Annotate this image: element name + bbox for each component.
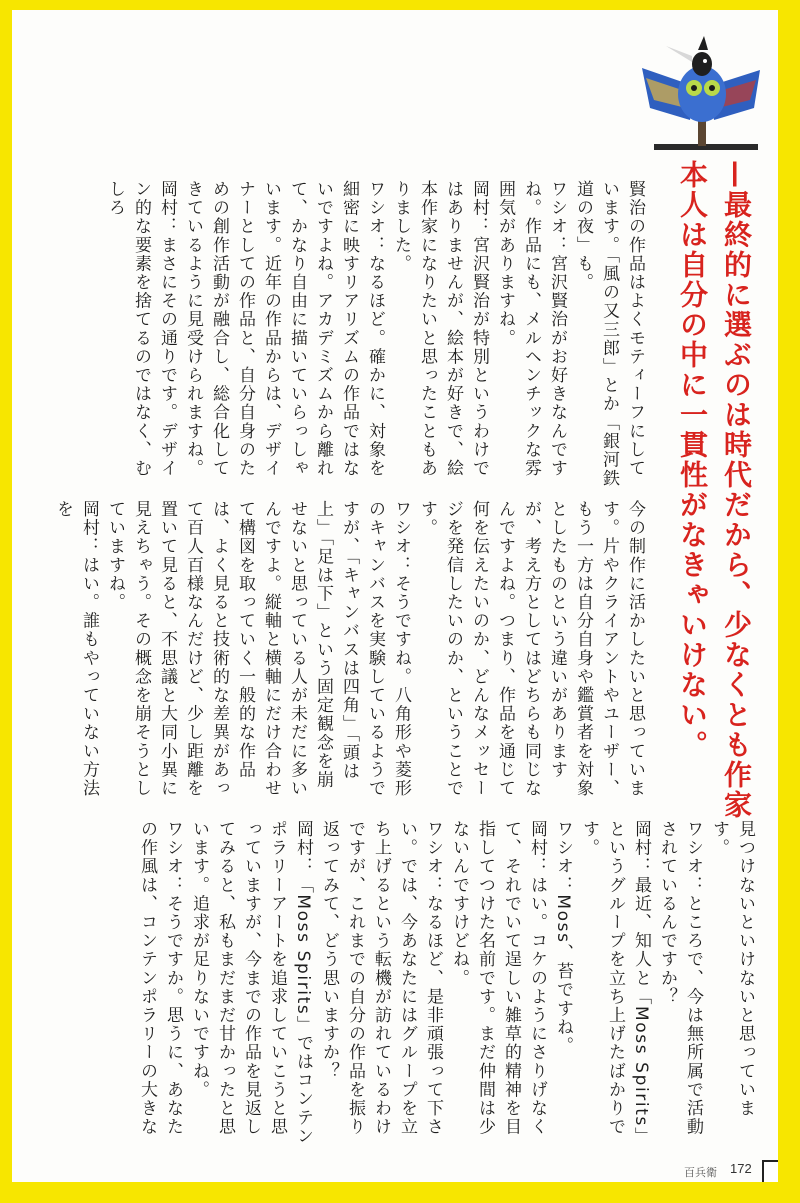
bird-sculpture-illustration	[632, 28, 767, 156]
page-number-box	[762, 1160, 778, 1182]
pull-quote-heading: —最終的に選ぶのは時代だから、少なくとも作家本人は自分の中に一貫性がなきゃいけない。	[676, 160, 753, 820]
publication-name: 百兵衛	[684, 1166, 717, 1179]
body-column-3: 見つけないといけないと思っています。 ワシオ：ところで、今は無所属で活動されているんですか？ 岡村：最近、知人と「Moss Spirits」というグループを立ち上げたばかりです。 ワシオ：Moss、苔ですね。 岡村：はい。コケのようにさりげなくて、それでいて逞しい雑草的精神を目指してつけた名前です。まだ仲間は少ないんですけどね。 ワシオ：なるほど、是非頑張って下さい。では、今あなたにはグループを立ち上げるという転機が訪れているわけですが、これまでの自分の作品を振り返ってみて、どう思いますか？ 岡村：「Moss Spirits」ではコンテンポラリーアートを追求していこうと思っていますが、今までの作品を見返してみると、私もまだまだ甘かったと思います。追求が足りないですね。 ワシオ：そうですか。思うに、あなたの作風は、コンテンポラリーの大きな	[137, 820, 755, 1146]
page-number: 172	[730, 1161, 752, 1176]
magazine-page	[12, 10, 778, 1182]
body-column-2: 今の制作に活かしたいと思っています。片やクライアントやユーザー、もう一方は自分自身や鑑賞者を対象としたものという違いがありますが、考え方としてはどちらも同じなんですよね。つまり、作品を通じて何を伝えたいのか、どんなメッセージを発信したいのか、ということです。 ワシオ：そうですね。八角形や菱形のキャンバスを実験しているようですが、「キャンバスは四角」「頭は上」「足は下」という固定観念を崩せないと思っている人が未だに多いんですよ。縦軸と横軸にだけ合わせて構図を取っていく一般的な作品は、よく見ると技術的な差異があって百人百様なんだけど、少し距離を置いて見ると、不思議と大同小異に見えちゃう。その概念を崩そうとしていますね。 岡村：はい。誰もやっていない方法を	[53, 500, 645, 798]
body-column-1: 賢治の作品はよくモティーフにしています。「風の又三郎」とか「銀河鉄道の夜」も。 ワシオ：宮沢賢治がお好きなんですね。作品にも、メルヘンチックな雰囲気がありますね。 岡村：宮沢賢治が特別というわけではありませんが、絵本が好きで、絵本作家になりたいと思ったこともありました。 ワシオ：なるほど。確かに、対象を細密に映すリアリズムの作品ではないですよね。アカデミズムから離れて、かなり自由に描いていらっしゃいます。近年の作品からは、デザイナーとしての作品と、自分自身のための創作活動が融合し、総合化してきているように見受けられますね。 岡村：まさにその通りです。デザイン的な要素を捨てるのではなく、むしろ	[105, 180, 645, 488]
